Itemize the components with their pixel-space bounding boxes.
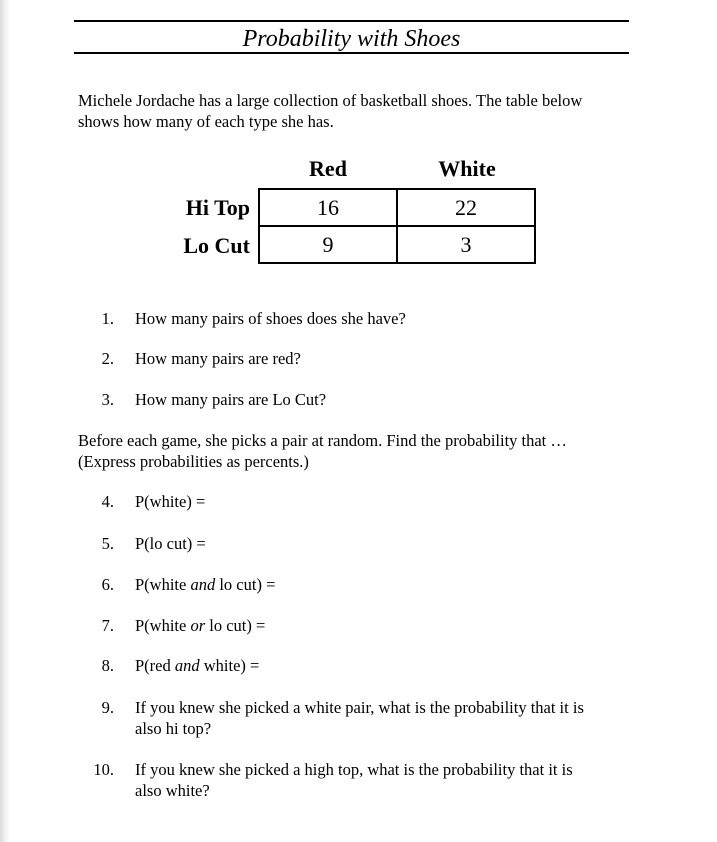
question-text-post: lo cut) = [205,616,266,635]
question-text-emphasis: and [174,656,200,675]
question-text-line-1: If you knew she picked a white pair, what is the probability that it is [135,698,584,717]
question-text-line-2: also white? [135,781,210,800]
shoe-count-table [258,188,536,264]
intro-paragraph [78,90,638,132]
cell-lo-cut-white: 3 [397,226,535,263]
question-number: 10. [93,760,114,779]
intro-line-1: Michele Jordache has a large collection of basketball shoes. The table below [78,91,583,110]
question-number: 7. [101,616,114,635]
question-text: How many pairs are red? [135,349,301,368]
column-header-red: Red [309,156,347,181]
title-top-rule [74,20,629,22]
table-row [259,226,535,263]
instructions-line-1: Before each game, she picks a pair at random. Find the probability that … [78,431,567,450]
question-number: 3. [101,390,114,409]
question-number: 8. [101,656,114,675]
question-text [135,491,635,512]
question-text: How many pairs of shoes does she have? [135,309,406,328]
question-text [135,615,635,636]
cell-lo-cut-red: 9 [259,226,397,263]
question-text: How many pairs are Lo Cut? [135,390,327,409]
question-text-pre: P(white [135,575,191,594]
question-number: 2. [101,349,114,368]
question-text [135,759,635,801]
page-edge-shadow [0,0,10,842]
question-text-post: lo cut) = [215,575,276,594]
question-text [135,697,635,739]
question-text [135,533,635,554]
cell-hi-top-white: 22 [397,189,535,226]
question-text [135,655,635,676]
column-header-white: White [438,156,496,181]
question-number: 6. [101,575,114,594]
question-text-line-2: also hi top? [135,719,212,738]
question-number: 4. [101,492,114,511]
question-number: 5. [101,534,114,553]
instructions-line-2: (Express probabilities as percents.) [78,452,309,471]
question-text-pre: P(lo cut) = [135,534,206,553]
question-text [135,574,635,595]
table-row [259,189,535,226]
question-text-post: white) = [199,656,260,675]
question-text-emphasis: or [190,616,206,635]
instructions-paragraph [78,430,638,472]
row-header-lo-cut: Lo Cut [183,233,250,258]
question-text-pre: P(red [135,656,175,675]
question-number: 1. [101,309,114,328]
page-title: Probability with Shoes [242,26,461,52]
question-text-emphasis: and [190,575,216,594]
row-header-hi-top: Hi Top [185,195,250,220]
title-bottom-rule [74,52,629,54]
intro-line-2: shows how many of each type she has. [78,112,334,131]
question-text-pre: P(white [135,616,191,635]
question-text-pre: P(white) = [135,492,206,511]
question-text-line-1: If you knew she picked a high top, what is the probability that it is [135,760,573,779]
cell-hi-top-red: 16 [259,189,397,226]
question-number: 9. [101,698,114,717]
